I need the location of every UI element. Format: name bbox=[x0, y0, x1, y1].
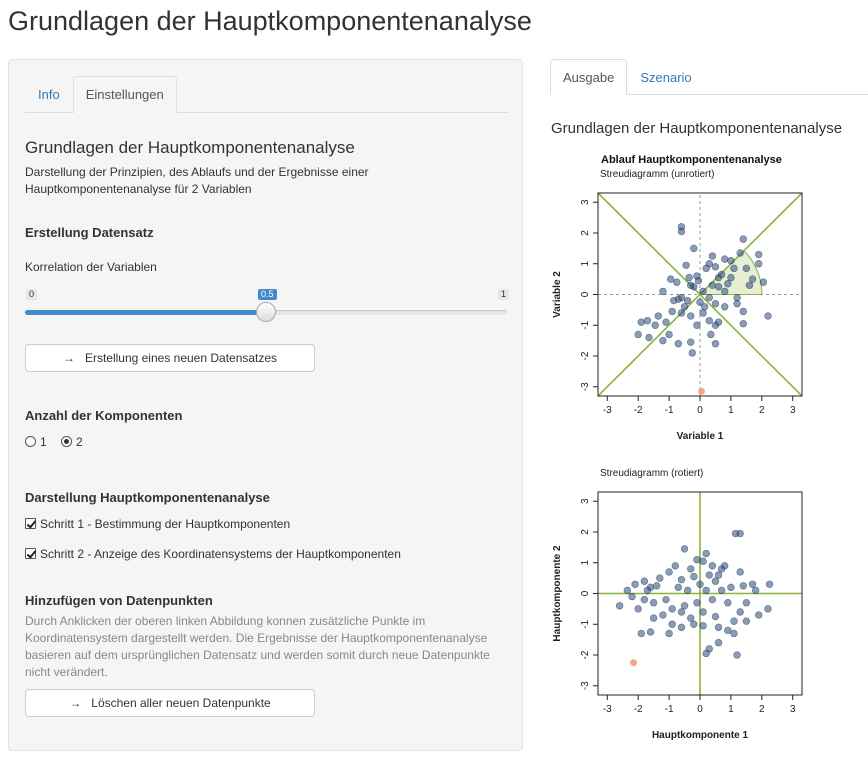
data-point bbox=[734, 294, 741, 301]
data-point bbox=[700, 288, 707, 295]
added-data-point bbox=[630, 659, 637, 666]
x-tick-label: 3 bbox=[789, 405, 796, 416]
data-point bbox=[646, 334, 653, 341]
data-point bbox=[650, 599, 657, 606]
data-point bbox=[712, 263, 719, 270]
data-point bbox=[749, 276, 756, 283]
data-point bbox=[672, 562, 679, 569]
data-point bbox=[700, 310, 707, 317]
data-point bbox=[681, 546, 688, 553]
data-point bbox=[721, 562, 728, 569]
components-heading: Anzahl der Komponenten bbox=[25, 408, 183, 423]
checkbox[interactable] bbox=[25, 518, 36, 529]
tab-einstellungen[interactable]: Einstellungen bbox=[73, 76, 177, 113]
data-point bbox=[715, 283, 722, 290]
data-point bbox=[687, 313, 694, 320]
data-point bbox=[678, 576, 685, 583]
data-point bbox=[721, 256, 728, 263]
x-tick-label: -3 bbox=[602, 405, 612, 416]
slider-value-label: 0.5 bbox=[258, 289, 277, 300]
data-point bbox=[760, 279, 767, 286]
data-point bbox=[700, 609, 707, 616]
data-point bbox=[734, 652, 741, 659]
step-1-option[interactable]: Schritt 1 - Bestimmung der Hauptkomponenten bbox=[25, 516, 290, 531]
data-point bbox=[701, 303, 708, 310]
data-point bbox=[669, 308, 676, 315]
data-point bbox=[718, 565, 725, 572]
data-point bbox=[675, 340, 682, 347]
app-title: Grundlagen der Hauptkomponentenanalyse bbox=[8, 6, 532, 36]
sidebar-description: Darstellung der Prinzipien, des Ablaufs und der Ergebnisse einer Hauptkomponentenanalyse für 2 Variablen bbox=[25, 165, 369, 196]
data-point bbox=[694, 556, 701, 563]
data-point bbox=[709, 282, 716, 289]
data-point bbox=[712, 300, 719, 307]
data-point bbox=[746, 282, 753, 289]
data-point bbox=[666, 331, 673, 338]
y-axis-label: Variable 2 bbox=[552, 271, 563, 318]
x-tick-label: 0 bbox=[697, 405, 703, 416]
data-point bbox=[683, 262, 690, 269]
y-tick-label: -1 bbox=[580, 320, 591, 330]
radio-button[interactable] bbox=[61, 436, 72, 447]
data-point bbox=[715, 639, 722, 646]
chart-overlays bbox=[598, 492, 802, 695]
data-point bbox=[663, 319, 670, 326]
data-point bbox=[731, 265, 738, 272]
data-point bbox=[656, 575, 663, 582]
data-point bbox=[678, 228, 685, 235]
x-tick-label: 1 bbox=[728, 405, 734, 416]
x-tick-label: 0 bbox=[697, 704, 703, 715]
data-point bbox=[684, 297, 691, 304]
data-point bbox=[703, 587, 710, 594]
data-point bbox=[681, 602, 688, 609]
data-point bbox=[638, 630, 645, 637]
data-point bbox=[743, 599, 750, 606]
data-point bbox=[670, 297, 677, 304]
data-point bbox=[766, 581, 773, 588]
data-point bbox=[740, 308, 747, 315]
data-point bbox=[749, 581, 756, 588]
data-point bbox=[641, 578, 648, 585]
pca-heading: Darstellung Hauptkomponentenanalyse bbox=[25, 490, 270, 505]
data-point bbox=[644, 317, 651, 324]
data-point bbox=[644, 587, 651, 594]
data-point bbox=[678, 310, 685, 317]
add-points-text: Durch Anklicken der oberen linken Abbildung konnen zusätzliche Punkte im Koordinatensystem dargestellt werden. Die Ergebnisse der Hauptkomponentenanalyse basieren auf dem ursprünglichen Datensatz und werden somit durch neue Datenpunkte nicht verändert. bbox=[25, 614, 490, 679]
data-point bbox=[737, 569, 744, 576]
data-point bbox=[694, 322, 701, 329]
data-point bbox=[666, 569, 673, 576]
data-point bbox=[721, 288, 728, 295]
data-point bbox=[703, 650, 710, 657]
data-point bbox=[765, 313, 772, 320]
data-point bbox=[755, 612, 762, 619]
data-point bbox=[663, 596, 670, 603]
y-tick-label: 0 bbox=[580, 590, 591, 597]
x-tick-label: -2 bbox=[633, 704, 643, 715]
data-point bbox=[629, 593, 636, 600]
x-tick-label: 2 bbox=[759, 704, 765, 715]
sidebar-title: Grundlagen der Hauptkomponentenanalyse bbox=[25, 138, 355, 157]
data-point bbox=[673, 279, 680, 286]
y-tick-label: -2 bbox=[580, 351, 591, 361]
data-point bbox=[734, 300, 741, 307]
data-point bbox=[765, 605, 772, 612]
data-point bbox=[690, 245, 697, 252]
y-tick-label: 3 bbox=[580, 199, 591, 206]
data-point bbox=[709, 596, 716, 603]
plot-frame bbox=[598, 492, 802, 695]
data-point bbox=[667, 276, 674, 283]
data-point bbox=[709, 562, 716, 569]
main-tabs bbox=[550, 59, 868, 95]
data-point bbox=[690, 621, 697, 628]
main-title: Grundlagen der Hauptkomponentenanalyse bbox=[551, 120, 843, 137]
data-point bbox=[669, 621, 676, 628]
y-tick-label: 3 bbox=[580, 498, 591, 505]
data-point bbox=[715, 624, 722, 631]
radio-button[interactable] bbox=[25, 436, 36, 447]
data-point bbox=[638, 319, 645, 326]
data-point bbox=[728, 584, 735, 591]
x-tick-label: -2 bbox=[633, 405, 643, 416]
data-point bbox=[712, 340, 719, 347]
data-point bbox=[678, 624, 685, 631]
y-tick-label: 2 bbox=[580, 230, 591, 236]
y-tick-label: 1 bbox=[580, 559, 591, 566]
y-tick-label: 1 bbox=[580, 260, 591, 267]
data-point bbox=[752, 587, 759, 594]
data-point bbox=[737, 609, 744, 616]
data-point bbox=[728, 257, 735, 264]
x-tick-label: 3 bbox=[789, 704, 796, 715]
x-tick-label: 2 bbox=[759, 405, 765, 416]
plot-heading: Ablauf Hauptkomponentenanalyse bbox=[601, 154, 782, 166]
data-point bbox=[700, 622, 707, 629]
data-point bbox=[731, 618, 738, 625]
data-point bbox=[694, 599, 701, 606]
chart-title: Streudiagramm (unrotiert) bbox=[600, 169, 715, 180]
slider-min-label: 0 bbox=[26, 289, 37, 300]
x-tick-label: 1 bbox=[728, 704, 734, 715]
data-point bbox=[689, 350, 696, 357]
data-point bbox=[687, 615, 694, 622]
data-point bbox=[709, 253, 716, 260]
data-point bbox=[687, 339, 694, 346]
correlation-slider[interactable] bbox=[25, 310, 507, 315]
data-point bbox=[690, 573, 697, 580]
data-point bbox=[740, 320, 747, 327]
data-point bbox=[712, 578, 719, 585]
data-point bbox=[669, 605, 676, 612]
data-point bbox=[755, 260, 762, 267]
data-point bbox=[655, 313, 662, 320]
data-point bbox=[660, 612, 667, 619]
data-point bbox=[743, 618, 750, 625]
x-tick-label: -1 bbox=[664, 704, 674, 715]
slider-handle[interactable] bbox=[256, 302, 276, 322]
data-point bbox=[737, 530, 744, 537]
y-axis-label: Hauptkomponente 2 bbox=[552, 545, 563, 642]
y-tick-label: -3 bbox=[580, 382, 591, 392]
data-point bbox=[681, 303, 688, 310]
chart-overlays bbox=[576, 171, 823, 417]
data-point bbox=[660, 337, 667, 344]
data-point bbox=[678, 609, 685, 616]
data-point bbox=[732, 530, 739, 537]
x-axis-label: Hauptkomponente 1 bbox=[651, 730, 749, 741]
y-tick-label: -2 bbox=[580, 650, 591, 660]
data-point bbox=[731, 630, 738, 637]
data-point bbox=[703, 550, 710, 557]
data-point bbox=[653, 582, 660, 589]
add-points-heading: Hinzufügen von Datenpunkten bbox=[25, 593, 213, 608]
data-point bbox=[724, 280, 731, 287]
data-point bbox=[740, 582, 747, 589]
data-point bbox=[703, 265, 710, 272]
data-point bbox=[743, 265, 750, 272]
new-dataset-button[interactable]: → Erstellung eines neuen Datensatzes bbox=[25, 344, 315, 372]
checkbox[interactable] bbox=[25, 548, 36, 559]
data-point bbox=[718, 271, 725, 278]
step-2-option[interactable]: Schritt 2 - Anzeige des Koordinatensystems der Hauptkomponenten bbox=[25, 546, 401, 561]
scatter-plot-rotated bbox=[552, 468, 802, 741]
slider-fill bbox=[25, 310, 266, 315]
data-point bbox=[728, 274, 735, 281]
y-tick-label: -3 bbox=[580, 681, 591, 691]
data-point bbox=[652, 322, 659, 329]
data-point bbox=[707, 331, 714, 338]
correlation-label: Korrelation der Variablen bbox=[25, 260, 157, 274]
data-point bbox=[666, 630, 673, 637]
y-tick-label: 0 bbox=[580, 291, 591, 298]
data-point bbox=[724, 599, 731, 606]
data-point bbox=[755, 251, 762, 258]
arrow-right-icon: → bbox=[62, 351, 75, 365]
dataset-heading: Erstellung Datensatz bbox=[25, 225, 154, 240]
data-point bbox=[650, 615, 657, 622]
sidebar-tabs bbox=[25, 76, 509, 113]
data-point bbox=[718, 587, 725, 594]
data-point bbox=[706, 645, 713, 652]
data-point bbox=[675, 584, 682, 591]
data-point bbox=[706, 572, 713, 579]
data-point bbox=[687, 282, 694, 289]
tab-ausgabe[interactable]: Ausgabe bbox=[550, 59, 627, 95]
y-tick-label: -1 bbox=[580, 619, 591, 629]
component-option-2[interactable]: 2 bbox=[61, 434, 83, 449]
y-tick-label: 2 bbox=[580, 529, 591, 535]
settings-panel bbox=[8, 59, 523, 751]
x-axis-label: Variable 1 bbox=[676, 431, 724, 442]
data-point bbox=[706, 294, 713, 301]
data-point bbox=[660, 288, 667, 295]
delete-points-button[interactable]: → Löschen aller neuen Datenpunkte bbox=[25, 689, 315, 717]
data-point bbox=[712, 613, 719, 620]
data-point bbox=[695, 277, 702, 284]
x-tick-label: -3 bbox=[602, 704, 612, 715]
data-point bbox=[715, 319, 722, 326]
tab-szenario[interactable]: Szenario bbox=[640, 70, 692, 85]
data-point bbox=[641, 596, 648, 603]
data-point bbox=[724, 627, 731, 634]
data-point bbox=[687, 565, 694, 572]
data-point bbox=[635, 605, 642, 612]
data-point bbox=[737, 250, 744, 257]
chart-title: Streudiagramm (rotiert) bbox=[600, 468, 704, 479]
data-point bbox=[706, 317, 713, 324]
data-point bbox=[715, 572, 722, 579]
x-tick-label: -1 bbox=[664, 405, 674, 416]
data-point bbox=[632, 581, 639, 588]
data-point bbox=[697, 581, 704, 588]
data-point bbox=[740, 236, 747, 243]
slider-max-label: 1 bbox=[498, 289, 509, 300]
data-point bbox=[647, 584, 654, 591]
arrow-right-icon: → bbox=[69, 696, 82, 710]
added-data-point bbox=[698, 388, 705, 395]
data-point bbox=[721, 303, 728, 310]
data-point bbox=[686, 274, 693, 281]
data-point bbox=[700, 558, 707, 565]
component-option-1[interactable]: 1 bbox=[25, 434, 47, 449]
data-point bbox=[647, 629, 654, 636]
scatter-plot-unrotated[interactable] bbox=[552, 169, 824, 442]
data-point bbox=[635, 331, 642, 338]
data-point bbox=[624, 587, 631, 594]
data-point bbox=[684, 587, 691, 594]
tab-info[interactable]: Info bbox=[38, 87, 60, 102]
data-point bbox=[616, 602, 623, 609]
